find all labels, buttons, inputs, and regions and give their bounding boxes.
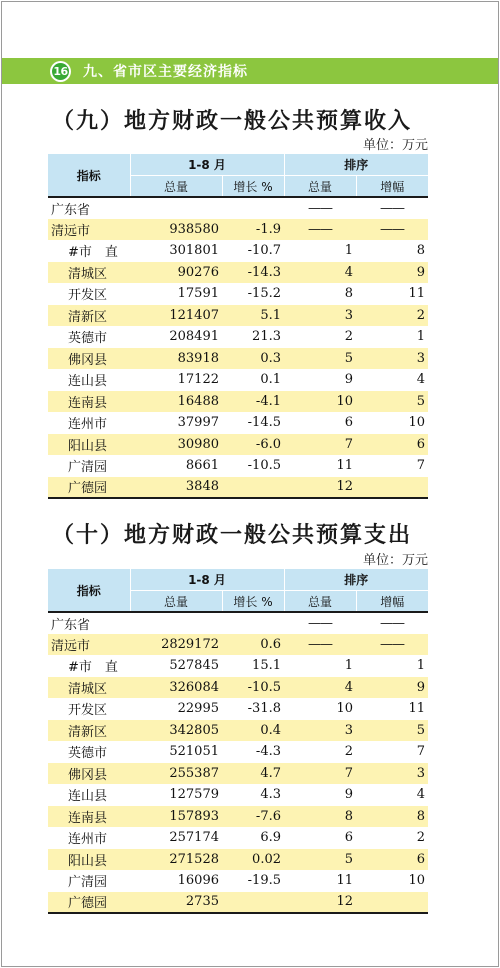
cell-name: 清新区	[48, 720, 130, 742]
cell-name: 广德园	[48, 477, 130, 499]
cell-total: 83918	[130, 348, 222, 370]
cell-rank-growth: 5	[356, 391, 428, 413]
cell-total: 17122	[130, 369, 222, 391]
table-row	[48, 849, 428, 871]
cell-total: 22995	[130, 698, 222, 720]
cell-rank-total: 11	[284, 455, 356, 477]
cell-total: 8661	[130, 455, 222, 477]
header-indicator: 指标	[48, 569, 130, 612]
header-total: 总量	[130, 591, 222, 613]
cell-total: 342805	[130, 720, 222, 742]
cell-rank-total: 11	[284, 870, 356, 892]
page-number: 16	[53, 64, 68, 78]
cell-total: 257174	[130, 827, 222, 849]
cell-rank-growth: 3	[356, 763, 428, 785]
cell-growth	[222, 612, 284, 634]
expense-section-title: （十）地方财政一般公共预算支出	[52, 522, 413, 548]
cell-name: 佛冈县	[48, 763, 130, 785]
cell-growth: -10.5	[222, 455, 284, 477]
cell-growth: 0.3	[222, 348, 284, 370]
chapter-banner	[2, 58, 498, 84]
table-row	[48, 612, 428, 634]
cell-growth: 4.3	[222, 784, 284, 806]
cell-rank-growth: 5	[356, 720, 428, 742]
cell-rank-total: 12	[284, 892, 356, 914]
cell-growth: -7.6	[222, 806, 284, 828]
cell-growth: -15.2	[222, 283, 284, 305]
table-row	[48, 892, 428, 914]
cell-rank-total: ——	[284, 612, 356, 634]
cell-total: 157893	[130, 806, 222, 828]
cell-name: 连南县	[48, 391, 130, 413]
cell-name: #市 直	[48, 240, 130, 262]
cell-total: 271528	[130, 849, 222, 871]
cell-growth: 0.4	[222, 720, 284, 742]
cell-rank-growth: 9	[356, 677, 428, 699]
cell-rank-growth: 10	[356, 870, 428, 892]
cell-name: 英德市	[48, 741, 130, 763]
header-period: 1-8 月	[130, 569, 284, 591]
cell-rank-growth: 11	[356, 283, 428, 305]
table-row	[48, 763, 428, 785]
cell-rank-total: ——	[284, 219, 356, 241]
income-section-title: （九）地方财政一般公共预算收入	[52, 108, 413, 134]
cell-rank-total: 1	[284, 655, 356, 677]
cell-rank-growth: 8	[356, 240, 428, 262]
table-row	[48, 655, 428, 677]
cell-name: 清城区	[48, 677, 130, 699]
cell-growth: 4.7	[222, 763, 284, 785]
cell-name: 连山县	[48, 369, 130, 391]
cell-rank-growth: 9	[356, 262, 428, 284]
cell-growth: -10.5	[222, 677, 284, 699]
table-row	[48, 283, 428, 305]
table-row	[48, 412, 428, 434]
cell-total: 208491	[130, 326, 222, 348]
cell-rank-growth: 2	[356, 305, 428, 327]
cell-rank-total: 2	[284, 326, 356, 348]
page-number-badge	[50, 61, 71, 82]
cell-growth: -10.7	[222, 240, 284, 262]
cell-rank-total: ——	[284, 634, 356, 656]
table-row	[48, 634, 428, 656]
header-growth: 增长 %	[222, 176, 284, 198]
cell-total: 2829172	[130, 634, 222, 656]
cell-total: 255387	[130, 763, 222, 785]
cell-rank-total: 1	[284, 240, 356, 262]
cell-rank-total: 8	[284, 806, 356, 828]
cell-total: 90276	[130, 262, 222, 284]
cell-growth: -14.3	[222, 262, 284, 284]
cell-name: 广德园	[48, 892, 130, 914]
cell-rank-total: 7	[284, 434, 356, 456]
cell-total	[130, 197, 222, 219]
cell-total	[130, 612, 222, 634]
cell-growth: -4.1	[222, 391, 284, 413]
cell-name: 广东省	[48, 612, 130, 634]
cell-growth: -1.9	[222, 219, 284, 241]
cell-rank-growth: 7	[356, 741, 428, 763]
cell-rank-growth: ——	[356, 612, 428, 634]
table-row	[48, 698, 428, 720]
cell-growth: 15.1	[222, 655, 284, 677]
cell-rank-growth: 4	[356, 784, 428, 806]
cell-rank-total: 12	[284, 477, 356, 499]
cell-name: 连州市	[48, 412, 130, 434]
cell-rank-total: 6	[284, 827, 356, 849]
cell-name: 开发区	[48, 698, 130, 720]
cell-name: 连南县	[48, 806, 130, 828]
cell-growth: -31.8	[222, 698, 284, 720]
header-total: 总量	[130, 176, 222, 198]
cell-growth: 0.1	[222, 369, 284, 391]
cell-rank-growth: 1	[356, 326, 428, 348]
cell-total: 301801	[130, 240, 222, 262]
cell-rank-total: 10	[284, 391, 356, 413]
header-rank: 排序	[284, 569, 428, 591]
cell-rank-total: 9	[284, 369, 356, 391]
cell-rank-growth: 7	[356, 455, 428, 477]
cell-rank-growth: 11	[356, 698, 428, 720]
cell-total: 37997	[130, 412, 222, 434]
cell-growth: -6.0	[222, 434, 284, 456]
cell-rank-growth: 6	[356, 434, 428, 456]
header-indicator: 指标	[48, 154, 130, 197]
table-row	[48, 326, 428, 348]
header-rank: 排序	[284, 154, 428, 176]
cell-total: 16488	[130, 391, 222, 413]
cell-total: 30980	[130, 434, 222, 456]
cell-rank-growth: 1	[356, 655, 428, 677]
header-period: 1-8 月	[130, 154, 284, 176]
cell-total: 326084	[130, 677, 222, 699]
header-rank-growth: 增幅	[356, 176, 428, 198]
table-row	[48, 677, 428, 699]
cell-name: 清远市	[48, 219, 130, 241]
cell-rank-total: 10	[284, 698, 356, 720]
expense-unit: 单位：万元	[362, 553, 428, 568]
table-row	[48, 477, 428, 499]
cell-growth	[222, 477, 284, 499]
table-row	[48, 348, 428, 370]
cell-name: 连山县	[48, 784, 130, 806]
cell-name: 广清园	[48, 870, 130, 892]
cell-name: 广清园	[48, 455, 130, 477]
cell-rank-growth: 10	[356, 412, 428, 434]
cell-total: 121407	[130, 305, 222, 327]
cell-growth: 5.1	[222, 305, 284, 327]
cell-name: 佛冈县	[48, 348, 130, 370]
cell-name: 清新区	[48, 305, 130, 327]
table-row	[48, 219, 428, 241]
cell-rank-growth: ——	[356, 634, 428, 656]
cell-total: 938580	[130, 219, 222, 241]
cell-rank-total: 8	[284, 283, 356, 305]
cell-rank-growth: ——	[356, 197, 428, 219]
cell-growth: 6.9	[222, 827, 284, 849]
income-table	[48, 154, 428, 499]
table-row	[48, 305, 428, 327]
table-row	[48, 240, 428, 262]
cell-total: 16096	[130, 870, 222, 892]
table-row	[48, 197, 428, 219]
cell-rank-growth: 4	[356, 369, 428, 391]
table-row	[48, 434, 428, 456]
cell-total: 2735	[130, 892, 222, 914]
cell-rank-growth: 8	[356, 806, 428, 828]
cell-rank-growth: 2	[356, 827, 428, 849]
cell-growth: 21.3	[222, 326, 284, 348]
cell-rank-total: 9	[284, 784, 356, 806]
cell-rank-total: ——	[284, 197, 356, 219]
table-row	[48, 262, 428, 284]
cell-name: 英德市	[48, 326, 130, 348]
table-row	[48, 720, 428, 742]
cell-name: 阳山县	[48, 849, 130, 871]
cell-rank-growth: 6	[356, 849, 428, 871]
cell-total: 127579	[130, 784, 222, 806]
cell-rank-growth	[356, 892, 428, 914]
cell-rank-total: 3	[284, 720, 356, 742]
cell-name: 清远市	[48, 634, 130, 656]
cell-growth: -4.3	[222, 741, 284, 763]
table-row	[48, 784, 428, 806]
cell-growth: -19.5	[222, 870, 284, 892]
cell-rank-total: 6	[284, 412, 356, 434]
cell-rank-growth: 3	[356, 348, 428, 370]
cell-growth: 0.02	[222, 849, 284, 871]
cell-name: 开发区	[48, 283, 130, 305]
cell-total: 521051	[130, 741, 222, 763]
table-row	[48, 391, 428, 413]
cell-rank-total: 5	[284, 849, 356, 871]
cell-growth	[222, 197, 284, 219]
table-row	[48, 741, 428, 763]
cell-total: 17591	[130, 283, 222, 305]
cell-name: #市 直	[48, 655, 130, 677]
cell-name: 广东省	[48, 197, 130, 219]
cell-rank-total: 5	[284, 348, 356, 370]
table-row	[48, 870, 428, 892]
cell-total: 527845	[130, 655, 222, 677]
cell-name: 连州市	[48, 827, 130, 849]
cell-name: 阳山县	[48, 434, 130, 456]
cell-rank-total: 7	[284, 763, 356, 785]
header-growth: 增长 %	[222, 591, 284, 613]
income-unit: 单位：万元	[362, 138, 428, 153]
table-row	[48, 827, 428, 849]
cell-rank-growth: ——	[356, 219, 428, 241]
cell-rank-total: 4	[284, 677, 356, 699]
cell-growth	[222, 892, 284, 914]
cell-rank-total: 4	[284, 262, 356, 284]
cell-rank-total: 2	[284, 741, 356, 763]
header-rank-growth: 增幅	[356, 591, 428, 613]
cell-growth: -14.5	[222, 412, 284, 434]
cell-name: 清城区	[48, 262, 130, 284]
expense-table	[48, 569, 428, 914]
header-rank-total: 总量	[284, 176, 356, 198]
table-row	[48, 806, 428, 828]
header-rank-total: 总量	[284, 591, 356, 613]
cell-total: 3848	[130, 477, 222, 499]
table-row	[48, 455, 428, 477]
cell-rank-growth	[356, 477, 428, 499]
cell-rank-total: 3	[284, 305, 356, 327]
cell-growth: 0.6	[222, 634, 284, 656]
table-row	[48, 369, 428, 391]
chapter-title: 九、省市区主要经济指标	[83, 64, 248, 80]
